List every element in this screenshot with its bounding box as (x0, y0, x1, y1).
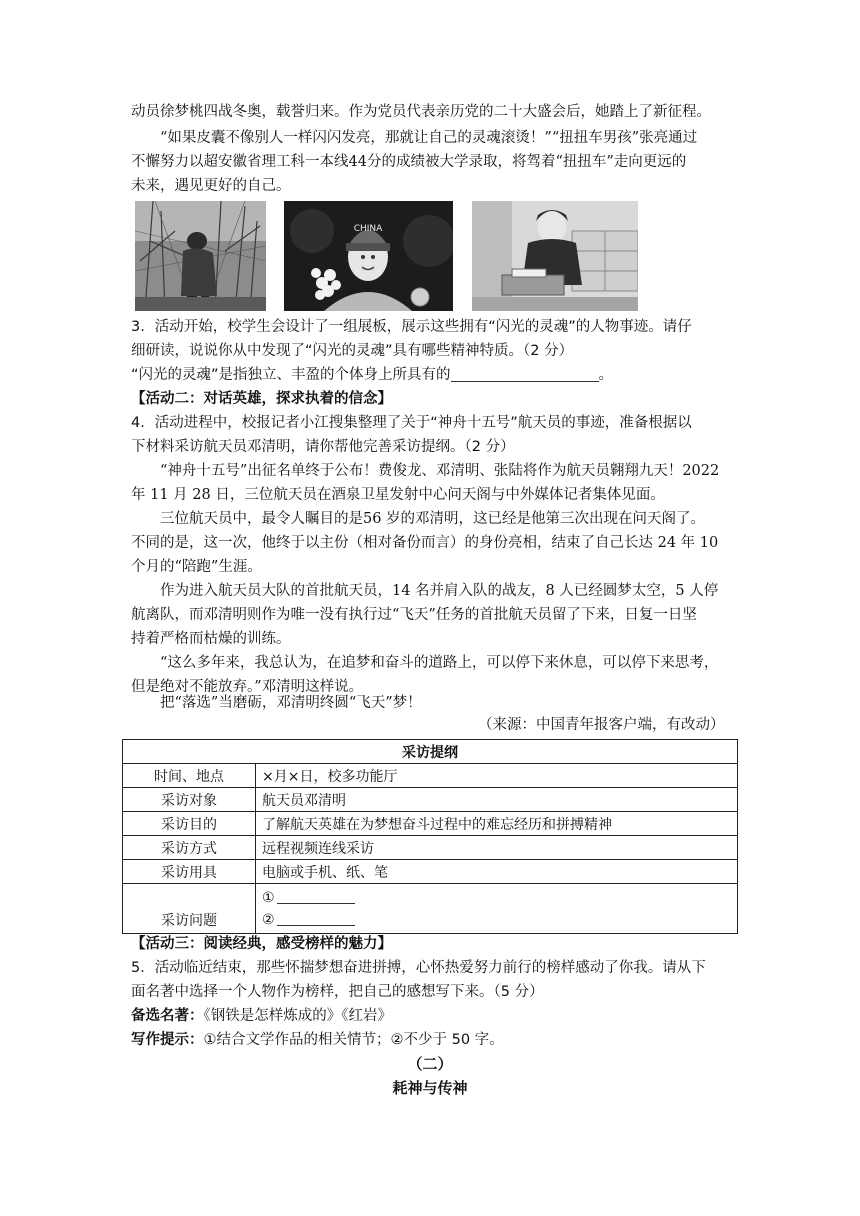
q3-answer-suffix: 。 (598, 367, 614, 383)
interview-outline-table (122, 739, 738, 934)
books-label: 备选名著： (131, 1008, 204, 1024)
olympic-medalist-photo (284, 201, 453, 311)
row-value: 远程视频连线采访 (256, 836, 738, 860)
hat-text: CHINA (353, 224, 383, 234)
forest-mountain-guard-photo (135, 201, 266, 311)
table-row (123, 788, 738, 812)
article-line: 航离队，而邓清明则作为唯一没有执行过“飞天”任务的首批航天员留了下来，日复一日坚 (131, 607, 697, 623)
tips-value: ①结合文学作品的相关情节；②不少于 50 字。 (203, 1032, 504, 1048)
row-label: 采访目的 (123, 812, 256, 836)
table-title: 采访提纲 (123, 740, 738, 764)
question-2 (262, 909, 731, 931)
boy-on-wheeled-cart-photo (472, 201, 638, 311)
table-row (123, 860, 738, 884)
question-1-blank[interactable] (277, 889, 355, 904)
article-line: 把“落选”当磨砺，邓清明终圆“飞天”梦！ (160, 695, 422, 711)
question-2-marker: ② (262, 911, 275, 928)
intro-line: “如果皮囊不像别人一样闪闪发亮，那就让自己的灵魂滚烫！”“扭扭车男孩”张亮通过 (160, 130, 698, 146)
tips-label: 写作提示： (131, 1032, 204, 1048)
q5-books (131, 1005, 392, 1027)
row-value: 了解航天英雄在为梦想奋斗过程中的难忘经历和拼搏精神 (256, 812, 738, 836)
article-line: 个月的“陪跑”生涯。 (131, 559, 262, 575)
q5-tips (131, 1029, 504, 1051)
table-row (123, 764, 738, 788)
row-value: ×月×日，校多功能厅 (256, 764, 738, 788)
article-line: “神舟十五号”出征名单终于公布！费俊龙、邓清明、张陆将作为航天员翱翔九天！2022 (160, 463, 720, 479)
section-number: （二） (407, 1055, 453, 1073)
row-label: 时间、地点 (123, 764, 256, 788)
row-label: 采访问题 (123, 884, 256, 934)
article-line: 不同的是，这一次，他终于以主份（相对备份而言）的身份亮相，结束了自己长达 24 年 10 (131, 535, 719, 551)
section-title: 耗神与传神 (392, 1079, 468, 1097)
article-source: （来源：中国青年报客户端，有改动） (478, 717, 725, 733)
intro-line: 未来，遇见更好的自己。 (131, 178, 291, 194)
activity3-heading: 【活动三：阅读经典，感受榜样的魅力】 (131, 936, 392, 952)
q3-answer-blank[interactable] (451, 367, 599, 382)
row-label: 采访对象 (123, 788, 256, 812)
q3-line: 3．活动开始，校学生会设计了一组展板，展示这些拥有“闪光的灵魂”的人物事迹。请仔 (131, 319, 692, 335)
question-1 (262, 887, 731, 909)
table-row (123, 836, 738, 860)
question-1-marker: ① (262, 889, 275, 906)
q4-line: 4．活动进程中，校报记者小江搜集整理了关于“神舟十五号”航天员的事迹，准备根据以 (131, 415, 692, 431)
intro-line: 动员徐梦桃四战冬奥，载誉归来。作为党员代表亲历党的二十大盛会后，她踏上了新征程。 (131, 104, 711, 120)
question-2-blank[interactable] (277, 911, 355, 926)
intro-line: 不懈努力以超安徽省理工科一本线44分的成绩被大学录取，将驾着“扭扭车”走向更远的 (131, 154, 687, 170)
q3-line: 细研读，说说你从中发现了“闪光的灵魂”具有哪些精神特质。（2 分） (131, 343, 574, 359)
table-row-questions (123, 884, 738, 934)
row-label: 采访用具 (123, 860, 256, 884)
row-label: 采访方式 (123, 836, 256, 860)
q3-answer-prefix: “闪光的灵魂”是指独立、丰盈的个体身上所具有的 (131, 367, 451, 383)
article-line: 三位航天员中，最令人瞩目的是56 岁的邓清明，这已经是他第三次出现在问天阁了。 (160, 511, 706, 527)
q3-answer-line (131, 364, 613, 386)
q5-line: 面名著中选择一个人物作为榜样，把自己的感想写下来。（5 分） (131, 984, 544, 1000)
article-line: 但是绝对不能放弃。”邓清明这样说。 (131, 679, 364, 695)
table-title-row (123, 740, 738, 764)
article-line: 持着严格而枯燥的训练。 (131, 631, 291, 647)
table-row (123, 812, 738, 836)
article-line: 年 11 月 28 日，三位航天员在酒泉卫星发射中心问天阁与中外媒体记者集体见面。 (131, 487, 665, 503)
books-value: 《钢铁是怎样炼成的》《红岩》 (203, 1008, 392, 1024)
article-line: “这么多年来，我总认为，在追梦和奋斗的道路上，可以停下来休息，可以停下来思考， (160, 655, 719, 671)
q4-line: 下材料采访航天员邓清明，请你帮他完善采访提纲。（2 分） (131, 439, 515, 455)
row-value: 电脑或手机、纸、笔 (256, 860, 738, 884)
row-value: 航天员邓清明 (256, 788, 738, 812)
question-blanks (256, 884, 738, 934)
article-line: 作为进入航天员大队的首批航天员，14 名并肩入队的战友，8 人已经圆梦太空，5 人停 (160, 583, 719, 599)
q5-line: 5．活动临近结束，那些怀揣梦想奋进拼搏，心怀热爱努力前行的榜样感动了你我。请从下 (131, 960, 706, 976)
activity2-heading: 【活动二：对话英雄，探求执着的信念】 (131, 391, 392, 407)
